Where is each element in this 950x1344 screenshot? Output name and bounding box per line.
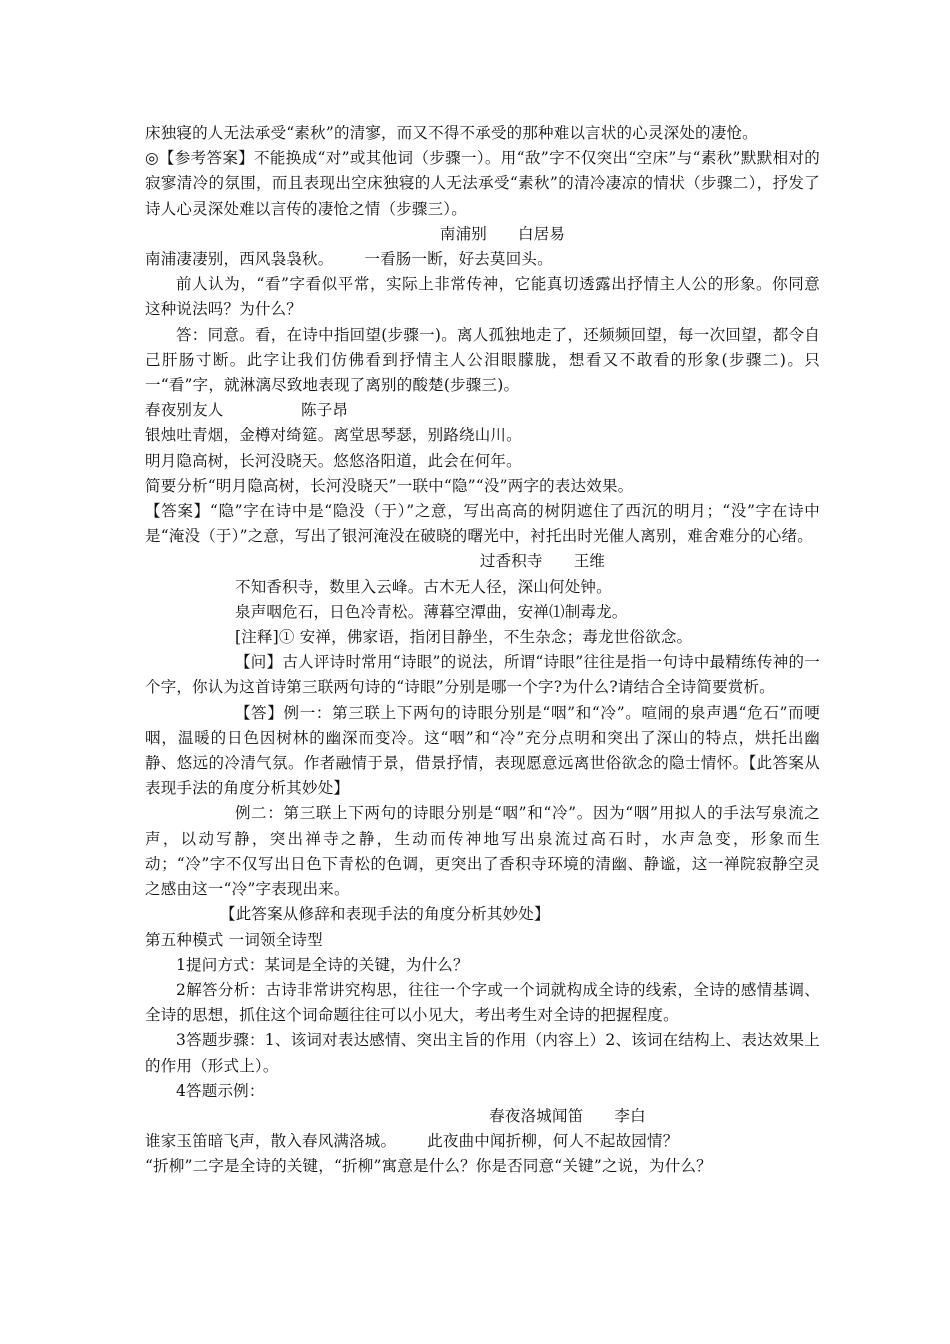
section-heading: 第五种模式 一词领全诗型 xyxy=(145,930,323,949)
answer-example-one: 【答】例一：第三联上下两句的诗眼分别是“咽”和“冷”。喧闹的泉声遇“危石”而哽咽，温暖的日色因树林的幽深而变冷。这“咽”和“冷”充分点明和突出了深山的特点，烘托出幽静、悠远的冷清气氛。作者融情于景，借景抒情，表现愿意远离世俗欲念的隐士情怀。【此答案从表现手法的角度分析其妙处】 xyxy=(145,703,820,798)
poem-line: 明月隐高树，长河没晓天。悠悠洛阳道，此会在何年。 xyxy=(145,451,522,470)
answer-example-two: 例二：第三联上下两句的诗眼分别是“咽”和“冷”。因为“咽”用拟人的手法写泉流之声，以动写静，突出禅寺之静，生动而传神地写出泉流过高石时，水声急变，形象而生动；“冷”字不仅写出日色下青松的色调，更突出了香积寺环境的清幽、静谧，这一禅院寂静空灵之感由这一“冷”字表现出来。 xyxy=(145,804,820,899)
poem-title xyxy=(145,1104,820,1129)
step-text: 1提问方式：某词是全诗的关键，为什么？ xyxy=(176,955,469,974)
poem-line: 谁家玉笛暗飞声，散入春风满洛城。 此夜曲中闻折柳，何人不起故园情？ xyxy=(145,1132,679,1151)
poem-line: 南浦凄凄别，西风袅袅秋。 一看肠一断，好去莫回头。 xyxy=(145,250,553,269)
poem-line: 银烛吐青烟，金樽对绮筵。离堂思琴瑟，别路绕山川。 xyxy=(145,426,522,445)
poem-title xyxy=(145,549,820,574)
poem-name: 春夜洛城闻笛 xyxy=(489,1106,584,1125)
step-text: 4答题示例： xyxy=(176,1081,265,1100)
poem-name: 南浦别 xyxy=(439,224,487,243)
question: 简要分析“明月隐高树，长河没晓天”一联中“隐”“没”两字的表达效果。 xyxy=(145,476,634,495)
text-line: 床独寝的人无法承受“素秋”的清寥，而又不得不承受的那种难以言状的心灵深处的凄怆。 xyxy=(145,124,758,142)
question: 前人认为，“看”字看似平常，实际上非常传神，它能真切透露出抒情主人公的形象。你同意这种说法吗？为什么？ xyxy=(145,275,820,319)
reference-answer: ◎【参考答案】不能换成“对”或其他词（步骤一）。用“敌”字不仅突出“空床”与“素秋”默默相对的寂寥清冷的氛围，而且表现出空床独寝的人无法承受“素秋”的清冷凄凉的情状（步骤二），抒发了诗人心灵深处难以言传的凄怆之情（步骤三）。 xyxy=(145,149,820,218)
answer: 答：同意。看，在诗中指回望(步骤一)。离人孤独地走了，还频频回望，每一次回望，都令自己肝肠寸断。此字让我们仿佛看到抒情主人公泪眼朦胧，想看又不敢看的形象(步骤二)。只一“看”字，就淋漓尽致地表现了离别的酸楚(步骤三)。 xyxy=(145,325,820,395)
answer-note: 【此答案从修辞和表现手法的角度分析其妙处】 xyxy=(220,905,550,924)
poem-line: 泉声咽危石，日色冷青松。薄暮空潭曲，安禅⑴制毒龙。 xyxy=(235,602,628,621)
poem-author: 王维 xyxy=(573,552,606,571)
step-text: 3答题步骤：1、该词对表达感情、突出主旨的作用（内容上）2、该词在结构上、表达效果上的作用（形式上）。 xyxy=(145,1031,820,1075)
poem-title xyxy=(145,222,820,247)
poem-author: 白居易 xyxy=(518,224,566,243)
poem-author: 陈子昂 xyxy=(301,401,349,420)
poem-name: 过香积寺 xyxy=(479,552,543,571)
question: 【问】古人评诗时常用“诗眼”的说法，所谓“诗眼”往往是指一句诗中最精练传神的一个字，你认为这首诗第三联两句诗的“诗眼”分别是哪一个字?为什么?请结合全诗简要赏析。 xyxy=(145,653,820,697)
poem-line: 不知香积寺，数里入云峰。古木无人径，深山何处钟。 xyxy=(235,577,612,596)
poem-title xyxy=(145,398,820,423)
poem-name: 春夜别友人 xyxy=(145,401,224,420)
step-text: 2解答分析：古诗非常讲究构思，往往一个字或一个词就构成全诗的线索，全诗的感情基调、全诗的思想，抓住这个词命题往往可以小见大，考出考生对全诗的把握程度。 xyxy=(145,980,820,1025)
annotation: [注释]① 安禅，佛家语，指闭目静坐，不生杂念；毒龙世俗欲念。 xyxy=(235,628,693,647)
question: “折柳”二字是全诗的关键，“折柳”寓意是什么？你是否同意“关键”之说，为什么？ xyxy=(145,1157,712,1176)
answer: 【答案】“隐”字在诗中是“隐没（于）”之意，写出高高的树阴遮住了西沉的明月；“没”字在诗中是“淹没（于）”之意，写出了银河淹没在破晓的曙光中，衬托出时光催人离别，难舍难分的心绪。 xyxy=(145,502,820,546)
poem-author: 李白 xyxy=(614,1106,646,1125)
